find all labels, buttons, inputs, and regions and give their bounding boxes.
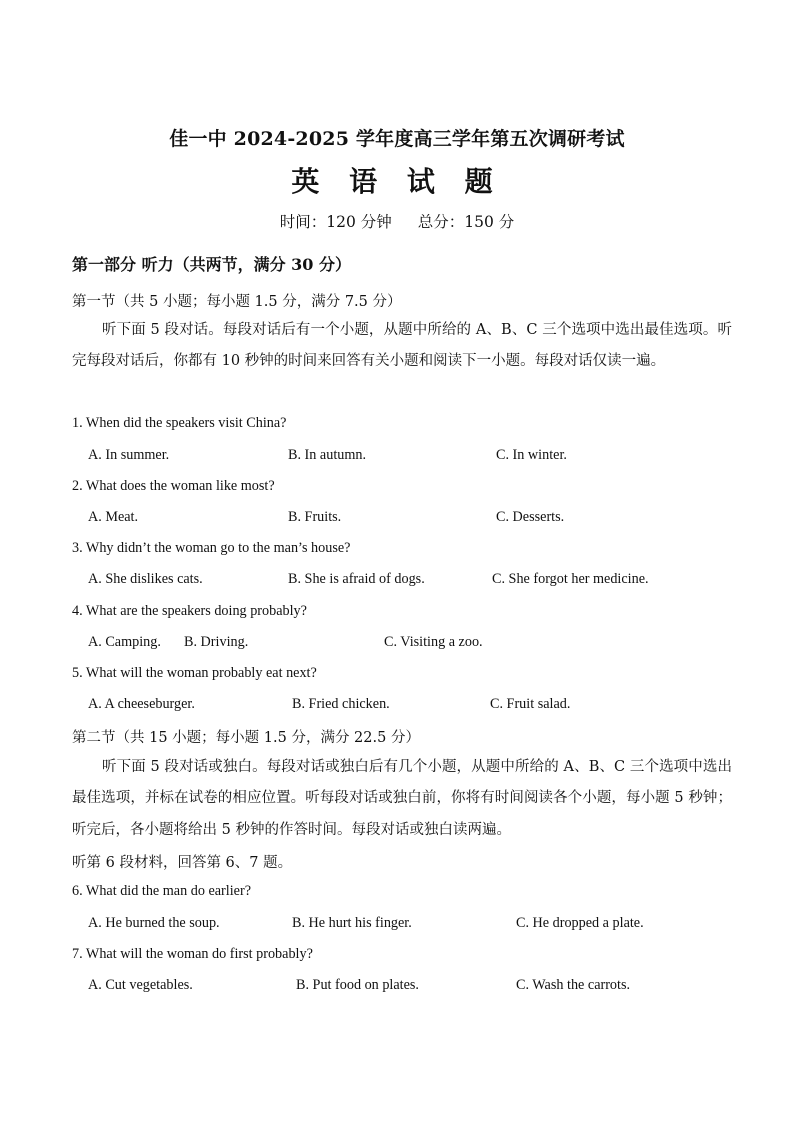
question-1-option-b: B. In autumn.: [288, 447, 367, 463]
question-4-stem: 4. What are the speakers doing probably?: [72, 603, 307, 619]
question-6-option-a: A. He burned the soup.: [88, 915, 220, 931]
question-2-stem: 2. What does the woman like most?: [72, 478, 275, 494]
part1-title: 第一部分 听力（共两节，满分 30 分）: [72, 255, 351, 274]
subject-title: 英 语 试 题: [291, 165, 503, 198]
question-7-option-a: A. Cut vegetables.: [88, 977, 193, 993]
question-5-stem: 5. What will the woman probably eat next?: [72, 665, 317, 681]
question-2-option-b: B. Fruits.: [288, 509, 342, 525]
question-4-option-b: B. Driving.: [184, 634, 249, 650]
question-1-option-a: A. In summer.: [88, 447, 170, 463]
question-7-option-c: C. Wash the carrots.: [516, 977, 631, 993]
question-6-option-c: C. He dropped a plate.: [516, 915, 644, 931]
school-exam-title: 佳一中 2024-2025 学年度高三学年第五次调研考试: [169, 128, 625, 150]
section2-heading: 第二节（共 15 小题；每小题 1.5 分，满分 22.5 分）: [72, 730, 420, 746]
question-3-option-c: C. She forgot her medicine.: [492, 571, 649, 587]
question-5-option-a: A. A cheeseburger.: [88, 696, 195, 712]
exam-total-score: 总分：150 分: [417, 213, 515, 231]
question-2-option-c: C. Desserts.: [496, 509, 565, 525]
exam-time: 时间：120 分钟: [279, 213, 392, 231]
question-1-stem: 1. When did the speakers visit China?: [72, 415, 287, 431]
question-6-option-b: B. He hurt his finger.: [292, 915, 412, 931]
question-4-option-c: C. Visiting a zoo.: [384, 634, 483, 650]
section2-material-hint: 听第 6 段材料，回答第 6、7 题。: [72, 855, 293, 871]
exam-info: [0, 210, 794, 232]
question-7-option-b: B. Put food on plates.: [296, 977, 419, 993]
question-5-option-c: C. Fruit salad.: [490, 696, 571, 712]
question-3-option-b: B. She is afraid of dogs.: [288, 571, 425, 587]
question-1-option-c: C. In winter.: [496, 447, 567, 463]
section1-heading: 第一节（共 5 小题；每小题 1.5 分，满分 7.5 分）: [72, 294, 402, 310]
question-5-option-b: B. Fried chicken.: [292, 696, 390, 712]
section1-instructions: 听下面 5 段对话。每段对话后有一个小题，从题中所给的 A、B、C 三个选项中选出最佳选项。听完每段对话后，你都有 10 秒钟的时间来回答有关小题和阅读下一小题。每段对话仅读一遍。: [72, 322, 732, 370]
question-3-stem: 3. Why didn’t the woman go to the man’s house?: [72, 540, 351, 556]
question-3-option-a: A. She dislikes cats.: [88, 571, 203, 587]
question-6-stem: 6. What did the man do earlier?: [72, 883, 251, 899]
question-4-option-a: A. Camping.: [88, 634, 161, 650]
question-7-stem: 7. What will the woman do first probably?: [72, 946, 313, 962]
section2-instructions: 听下面 5 段对话或独白。每段对话或独白后有几个小题，从题中所给的 A、B、C 三个选项中选出最佳选项，并标在试卷的相应位置。听每段对话或独白前，你将有时间阅读各个小题，每小题 5 秒钟；听完后，各小题将给出 5 秒钟的作答时间。每段对话或独白读两遍。: [72, 759, 732, 838]
question-2-option-a: A. Meat.: [88, 509, 139, 525]
